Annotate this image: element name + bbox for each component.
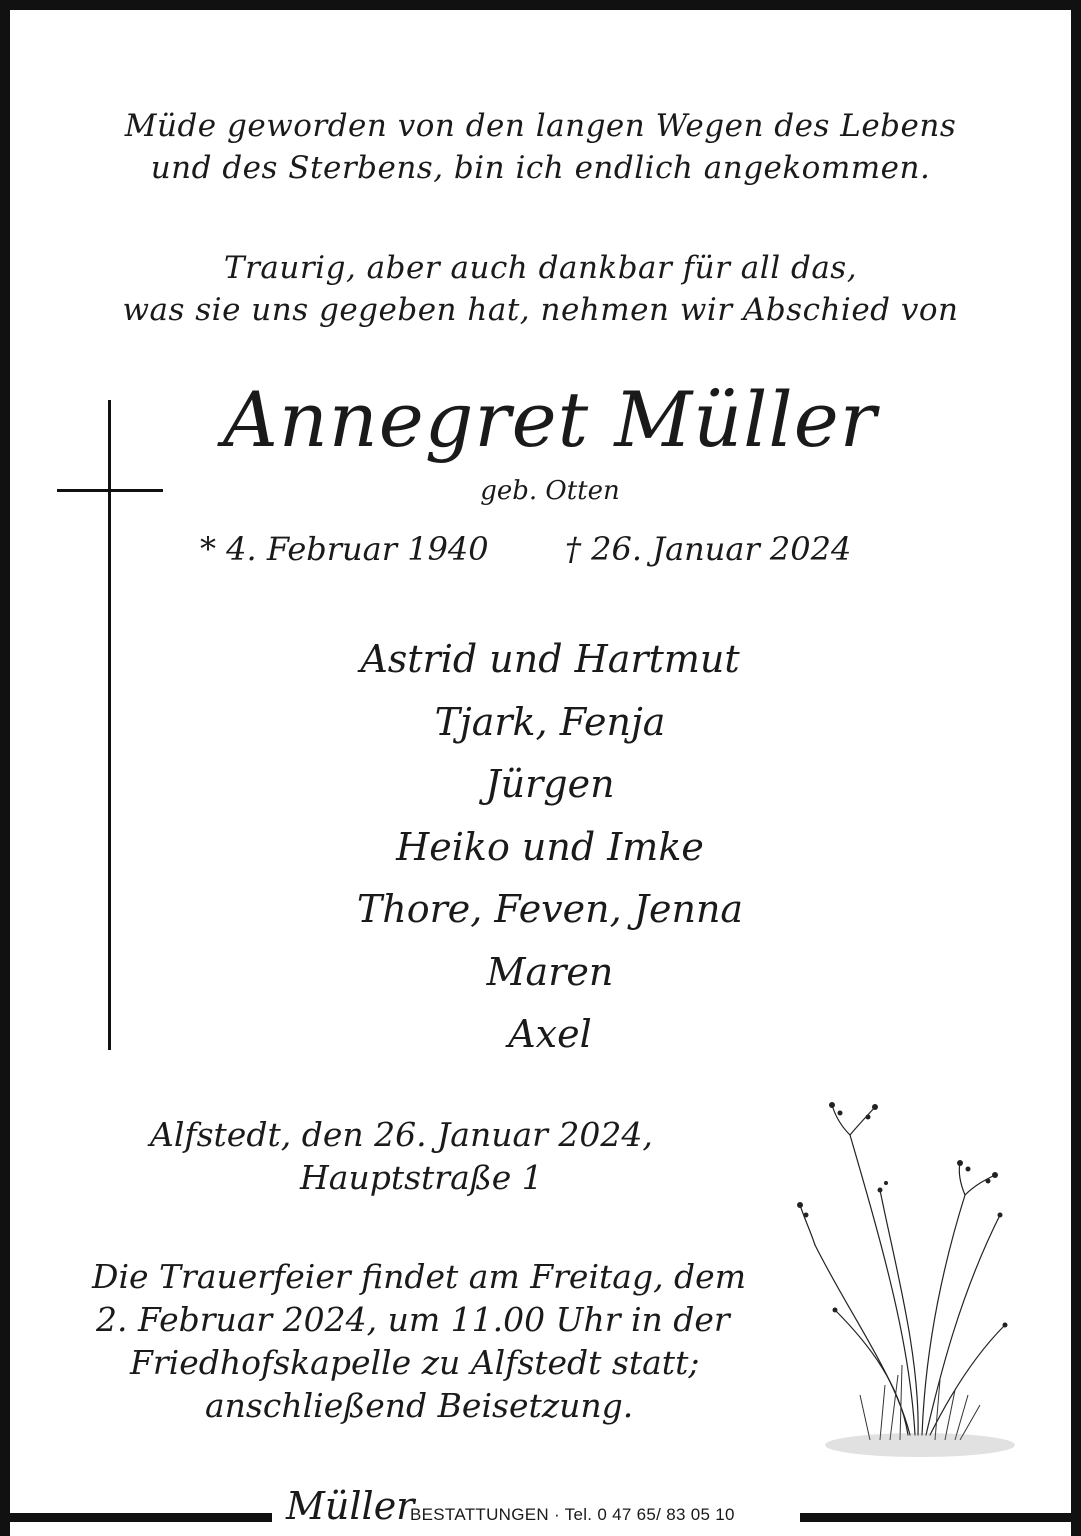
address-line: Hauptstraße 1 [300,1158,543,1197]
mourner-2: Tjark, Fenja [434,700,666,744]
service-line-1: Die Trauerfeier findet am Freitag, dem [92,1257,747,1296]
intro-line-4: was sie uns gegeben hat, nehmen wir Abschied von [122,292,959,328]
mourner-5: Thore, Feven, Jenna [356,887,744,931]
death-date: † 26. Januar 2024 [565,530,852,568]
grass-illustration [790,1095,1030,1460]
bottom-rule-right [800,1513,1081,1522]
deceased-name: Annegret Müller [222,375,878,464]
mourner-6: Maren [486,950,614,994]
birth-date: * 4. Februar 1940 [200,530,489,568]
place-date-line: Alfstedt, den 26. Januar 2024, [150,1115,653,1154]
intro-line-3: Traurig, aber auch dankbar für all das, [223,250,858,286]
footer-contact: BESTATTUNGEN · Tel. 0 47 65/ 83 05 10 [410,1505,735,1524]
mourner-3: Jürgen [485,762,615,806]
intro-line-2: und des Sterbens, bin ich endlich angekommen. [150,150,931,186]
maiden-name: geb. Otten [480,476,620,506]
mourner-1: Astrid und Hartmut [360,637,740,681]
mourner-4: Heiko und Imke [396,825,704,869]
service-line-2: 2. Februar 2024, um 11.00 Uhr in der [96,1300,730,1339]
intro-line-1: Müde geworden von den langen Wegen des Lebens [124,108,957,144]
service-line-3: Friedhofskapelle zu Alfstedt statt; [130,1343,700,1382]
mourner-7: Axel [508,1012,592,1056]
service-line-4: anschließend Beisetzung. [205,1386,634,1425]
footer-logo: Müller [286,1484,415,1528]
bottom-rule-left [0,1513,272,1522]
